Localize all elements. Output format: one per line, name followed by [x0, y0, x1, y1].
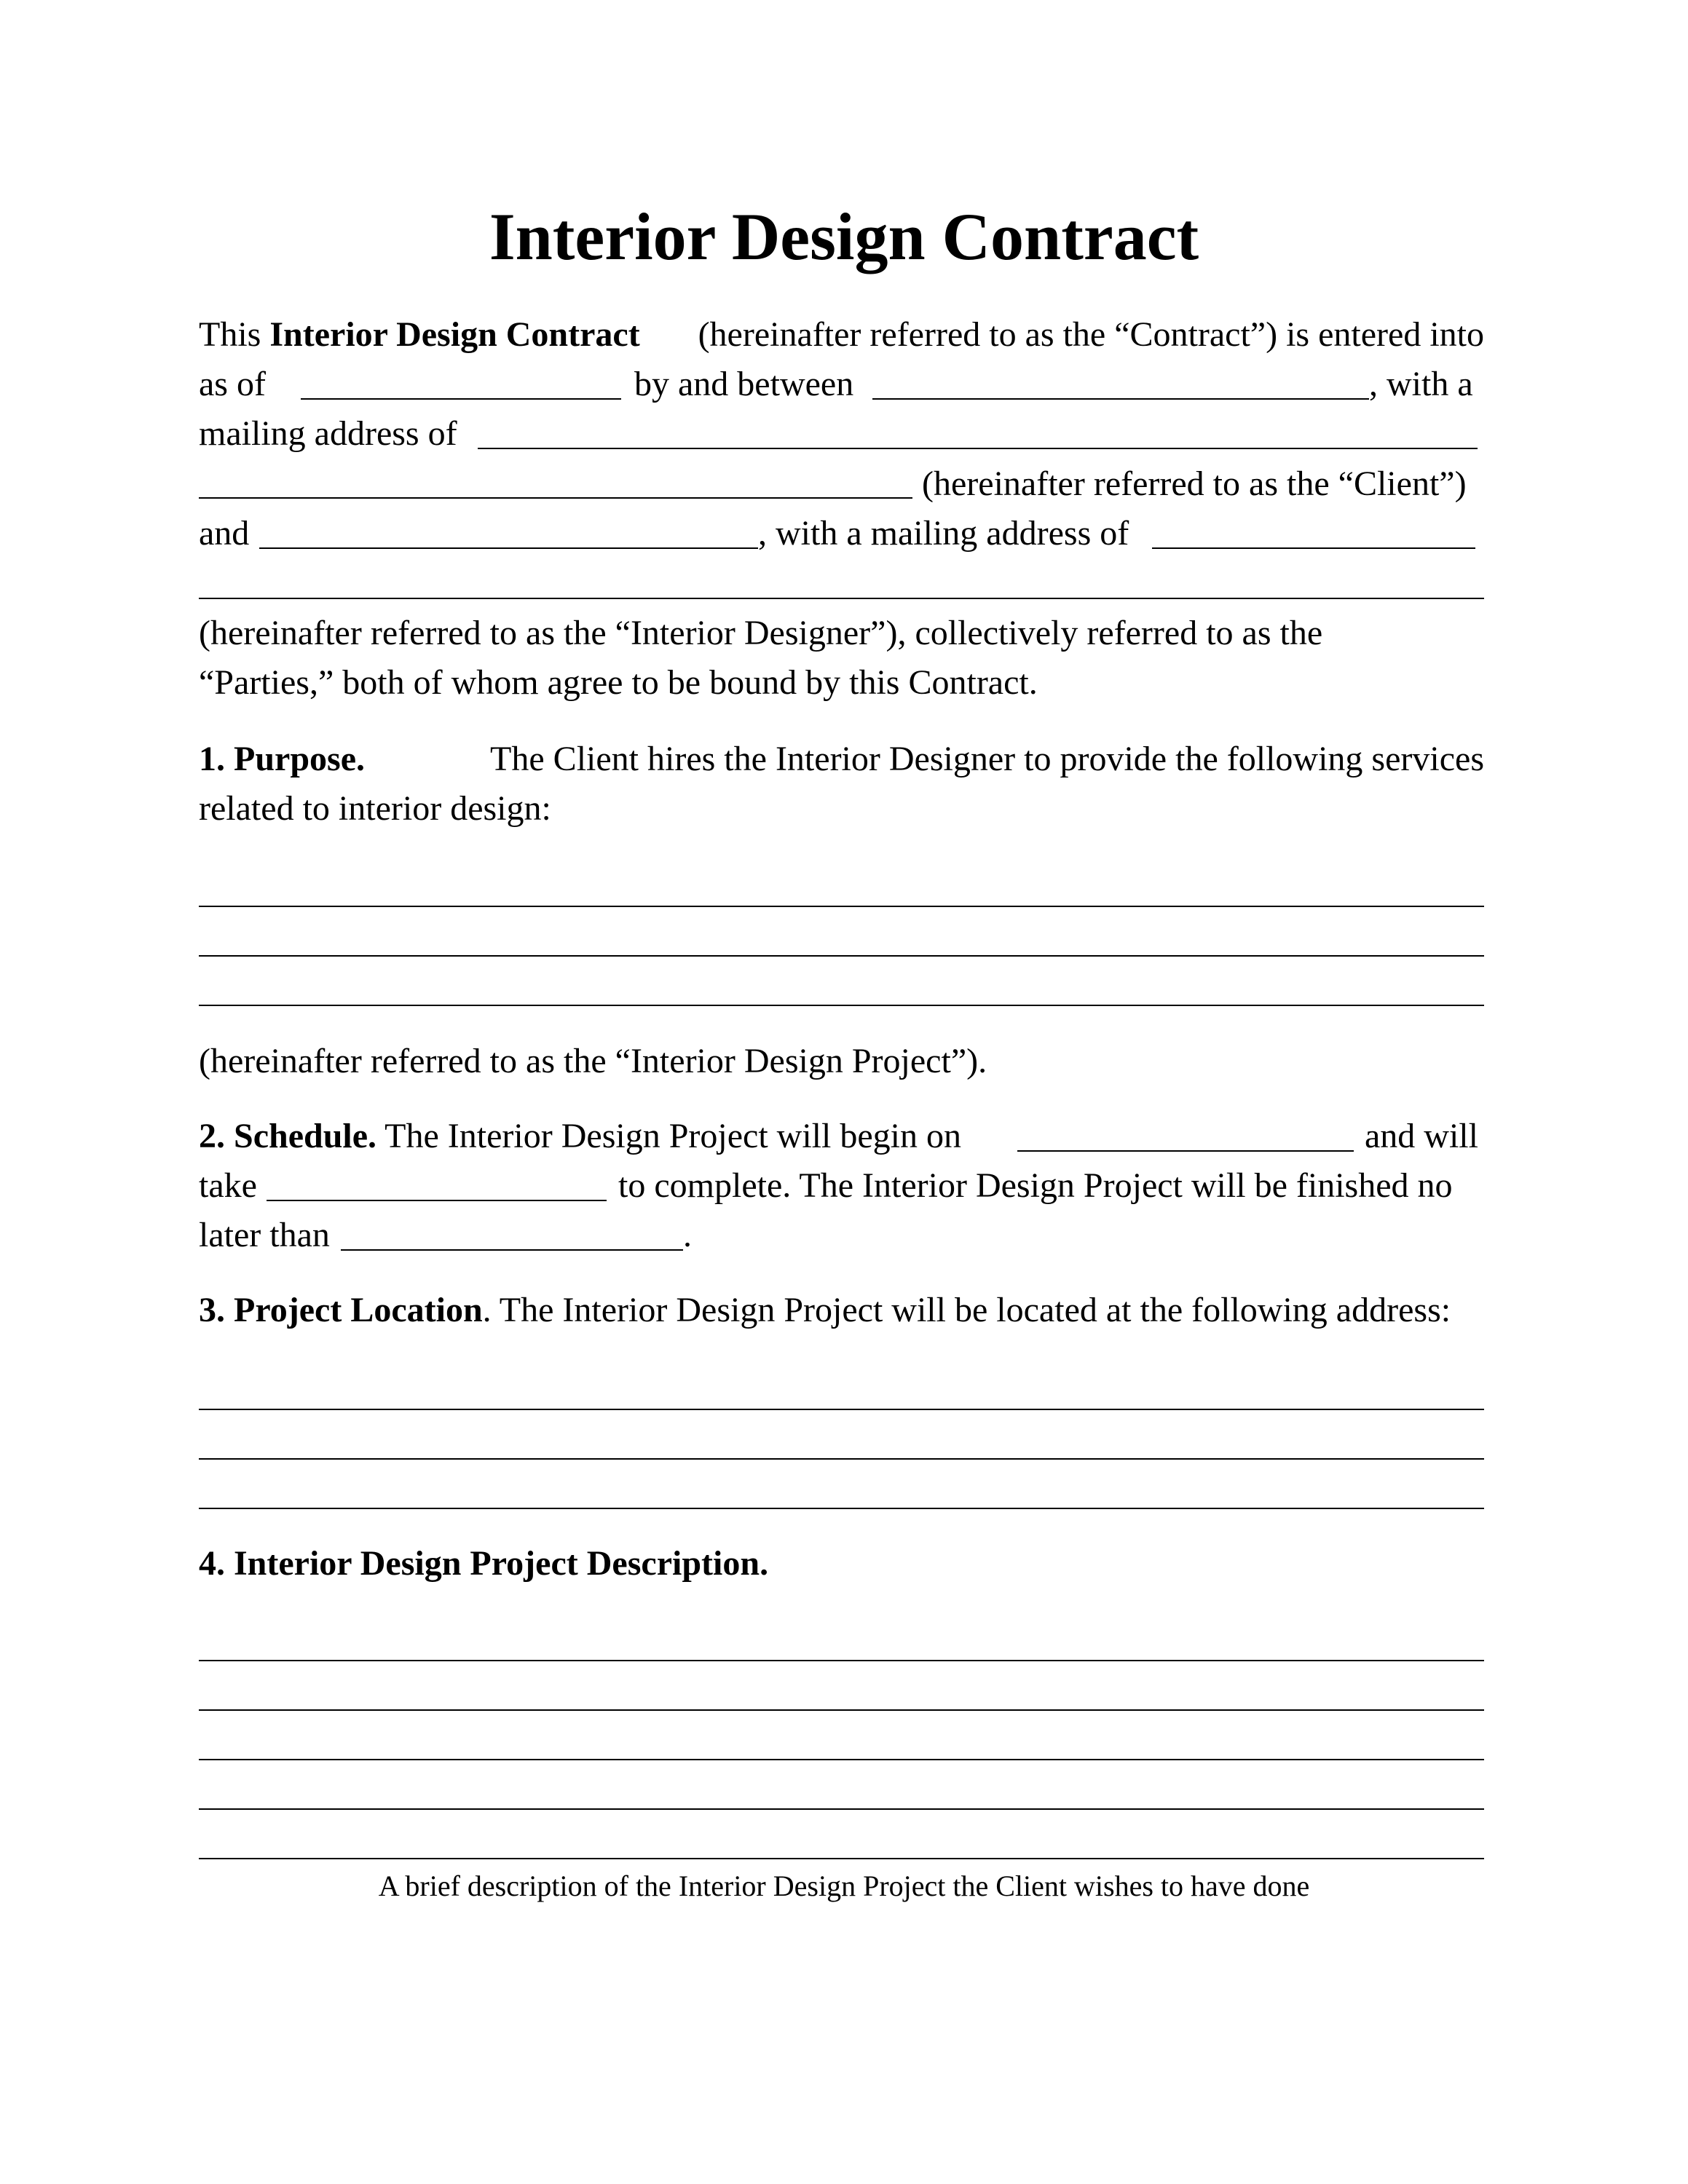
document-title: Interior Design Contract: [489, 199, 1199, 274]
purpose-after: (hereinafter referred to as the “Interior Design Project”).: [199, 1042, 987, 1080]
intro-line1-rest: (hereinafter referred to as the “Contract”) is entered into: [698, 315, 1484, 354]
intro-line-1: [199, 314, 1484, 355]
location-field-3[interactable]: [199, 1508, 1484, 1509]
intro-this: This: [199, 315, 261, 354]
intro-designer-ref: (hereinafter referred to as the “Interior Designer”), collectively referred to as the: [199, 614, 1323, 652]
description-caption: A brief description of the Interior Design Project the Client wishes to have done: [378, 1870, 1310, 1902]
intro-parties-line: “Parties,” both of whom agree to be bound by this Contract.: [199, 663, 1038, 702]
description-field-2[interactable]: [199, 1709, 1484, 1711]
purpose-heading: 1. Purpose.: [199, 740, 365, 778]
description-heading: 4. Interior Design Project Description.: [199, 1544, 769, 1583]
description-field-4[interactable]: [199, 1808, 1484, 1810]
schedule-heading: 2. Schedule.: [199, 1117, 377, 1155]
finish-date-field[interactable]: [341, 1249, 683, 1251]
purpose-text-2: related to interior design:: [199, 789, 551, 828]
intro-designer-ref-line: [199, 613, 1484, 654]
intro-with-mailing-address-of: , with a mailing address of: [758, 514, 1129, 553]
start-date-field[interactable]: [1017, 1150, 1354, 1152]
schedule-and-will: and will: [1365, 1117, 1478, 1155]
description-field-1[interactable]: [199, 1660, 1484, 1661]
purpose-line-1: [199, 739, 1484, 780]
location-field-2[interactable]: [199, 1458, 1484, 1460]
designer-address-field-1[interactable]: [1152, 547, 1475, 549]
date-field[interactable]: [301, 398, 621, 400]
location-text: . The Interior Design Project will be located at the following address:: [482, 1291, 1451, 1329]
schedule-take: take: [199, 1166, 257, 1205]
services-field-2[interactable]: [199, 955, 1484, 957]
designer-name-field[interactable]: [259, 547, 758, 549]
intro-client-ref: (hereinafter referred to as the “Client”): [922, 464, 1467, 503]
designer-address-field-2[interactable]: [199, 598, 1484, 599]
location-heading: 3. Project Location: [199, 1291, 483, 1329]
schedule-period: .: [683, 1216, 692, 1254]
intro-as-of: as of: [199, 365, 266, 403]
services-field-1[interactable]: [199, 906, 1484, 907]
schedule-text-1: The Interior Design Project will begin on: [384, 1117, 961, 1155]
client-address-field-2[interactable]: [199, 497, 912, 499]
intro-with-a: , with a: [1369, 365, 1473, 403]
client-name-field[interactable]: [872, 398, 1369, 400]
location-field-1[interactable]: [199, 1409, 1484, 1410]
services-field-3[interactable]: [199, 1005, 1484, 1006]
intro-and: and: [199, 514, 250, 553]
description-field-3[interactable]: [199, 1759, 1484, 1760]
description-field-5[interactable]: [199, 1858, 1484, 1859]
client-address-field-1[interactable]: [478, 448, 1478, 449]
schedule-later-than: later than: [199, 1216, 330, 1254]
schedule-line-1: [199, 1116, 961, 1157]
schedule-to-complete: to complete. The Interior Design Project will be finished no: [618, 1166, 1453, 1205]
duration-field[interactable]: [267, 1200, 607, 1201]
intro-contract-name: Interior Design Contract: [269, 315, 640, 354]
intro-mailing-address-of: mailing address of: [199, 414, 457, 453]
intro-by-and-between: by and between: [634, 365, 854, 403]
purpose-text-1: The Client hires the Interior Designer to provide the following services: [490, 740, 1484, 778]
location-line: [199, 1290, 1451, 1331]
